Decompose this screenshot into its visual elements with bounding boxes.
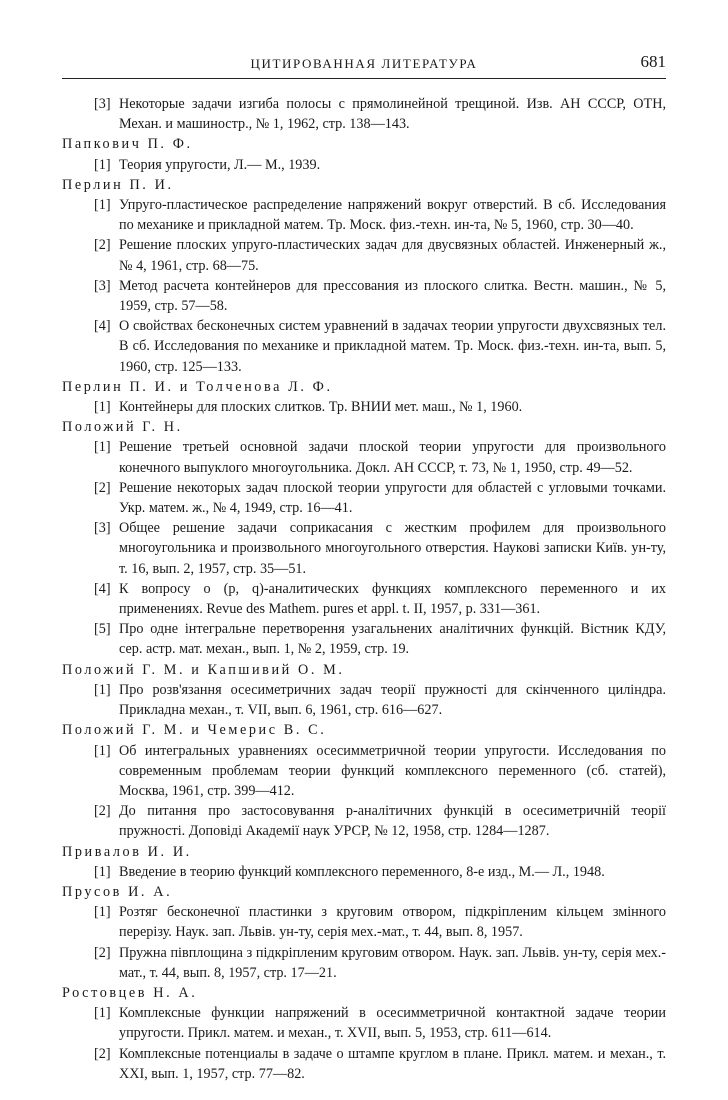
reference-text: Общее решение задачи соприкасания с жестким профилем для произвольного многоугольника и произвольного многоугольного отверстия. Наукові записки Київ. ун-ту, т. 16, вып. 2, 1957, стр. 35—51. bbox=[119, 520, 666, 577]
reference-entry bbox=[62, 94, 666, 134]
reference-number: [2] bbox=[94, 803, 111, 820]
reference-number: [1] bbox=[94, 681, 111, 698]
reference-entry bbox=[62, 1003, 666, 1043]
page-header bbox=[62, 52, 666, 79]
reference-entry bbox=[62, 579, 666, 619]
reference-number: [4] bbox=[94, 580, 111, 597]
author-heading: Перлин П. И. и Толченова Л. Ф. bbox=[62, 378, 333, 395]
reference-entry bbox=[62, 741, 666, 802]
page-number: 681 bbox=[640, 52, 666, 71]
author-heading: Перлин П. И. bbox=[62, 176, 174, 193]
reference-text: Некоторые задачи изгиба полосы с прямолинейной трещиной. Изв. АН СССР, ОТН, Механ. и машиностр., № 1, 1962, стр. 138—143. bbox=[119, 96, 666, 133]
reference-text: Введение в теорию функций комплексного переменного, 8-е изд., М.— Л., 1948. bbox=[119, 863, 605, 880]
reference-number: [2] bbox=[94, 1045, 111, 1062]
reference-entry bbox=[62, 801, 666, 841]
author-heading: Положий Г. М. и Чемерис В. С. bbox=[62, 722, 327, 739]
author-heading: Положий Г. М. и Капшивий О. М. bbox=[62, 661, 345, 678]
reference-number: [3] bbox=[94, 96, 111, 112]
reference-number: [2] bbox=[94, 944, 111, 961]
reference-entry bbox=[62, 1044, 666, 1084]
reference-number: [4] bbox=[94, 318, 111, 335]
reference-number: [1] bbox=[94, 156, 111, 173]
reference-number: [1] bbox=[94, 197, 111, 214]
reference-number: [2] bbox=[94, 479, 111, 496]
reference-number: [3] bbox=[94, 520, 111, 537]
reference-entry bbox=[62, 276, 666, 316]
reference-text: Комплексные потенциалы в задаче о штампе круглом в плане. Прикл. матем. и механ., т. XXI, вып. 1, 1957, стр. 77—82. bbox=[119, 1045, 666, 1082]
reference-number: [5] bbox=[94, 621, 111, 638]
reference-number: [1] bbox=[94, 1005, 111, 1022]
reference-text: Теория упругости, Л.— М., 1939. bbox=[119, 156, 321, 173]
reference-entry bbox=[62, 862, 666, 882]
reference-text: Решение некоторых задач плоской теории упругости для областей с угловыми точками. Укр. матем. ж., № 4, 1949, стр. 16—41. bbox=[119, 479, 666, 517]
reference-entry bbox=[62, 316, 666, 377]
reference-text: Розтяг бесконечної пластинки з круговим отвором, підкріпленим кільцем змінного перерізу. Наук. зап. Львів. ун-ту, серія мех.-мат., т. 44, вып. 8, 1957. bbox=[119, 904, 666, 941]
reference-text: Пружна півплощина з підкріпленим круговим отвором. Наук. зап. Львів. ун-ту, серія мех.-мат., т. 44, вып. 8, 1957, стр. 17—21. bbox=[119, 944, 666, 981]
reference-number: [2] bbox=[94, 237, 111, 254]
author-heading: Ростовцев Н. А. bbox=[62, 984, 198, 1001]
reference-entry bbox=[62, 680, 666, 720]
reference-text: Про одне інтегральне перетворення узагальнених аналітичних функцій. Вістник КДУ, сер. астр. мат. механ., вып. 1, № 2, 1959, стр. 19. bbox=[119, 621, 666, 658]
reference-text: Решение третьей основной задачи плоской теории упругости для произвольного конечного выпуклого многоугольника. Докл. АН СССР, т. 73, № 1, 1950, стр. 49—52. bbox=[119, 439, 666, 476]
reference-number: [1] bbox=[94, 399, 111, 416]
author-heading: Прусов И. А. bbox=[62, 883, 173, 900]
reference-text: Контейнеры для плоских слитков. Тр. ВНИИ мет. маш., № 1, 1960. bbox=[119, 399, 523, 416]
author-heading: Привалов И. И. bbox=[62, 843, 192, 860]
reference-entry bbox=[62, 478, 666, 518]
reference-entry bbox=[62, 902, 666, 942]
reference-text: Комплексные функции напряжений в осесимметричной контактной задаче теории упругости. Прикл. матем. и механ., т. XVII, вып. 5, 1953, стр. 611—614. bbox=[119, 1005, 666, 1042]
reference-text: Метод расчета контейнеров для прессования из плоского слитка. Вестн. машин., № 5, 1959, стр. 57—58. bbox=[119, 277, 666, 315]
reference-text: Про розв'язання осесиметричних задач теорії пружності для скінченного циліндра. Прикладна механ., т. VII, вып. 6, 1961, стр. 616—627. bbox=[119, 681, 666, 719]
author-heading: Папкович П. Ф. bbox=[62, 136, 193, 153]
reference-entry bbox=[62, 943, 666, 983]
reference-entry bbox=[62, 437, 666, 477]
reference-text: К вопросу о (p, q)-аналитических функциях комплексного переменного и их применениях. Revue des Mathem. pures et appl. t. II, 1957, p. 331—361. bbox=[119, 580, 666, 618]
reference-text: О свойствах бесконечных систем уравнений в задачах теории упругости двухсвязных тел. В сб. Исследования по механике и прикладной матем. Тр. Моск. физ.-техн. ин-та, вып. 5, 1960, стр. 125—133. bbox=[119, 318, 666, 375]
reference-number: [1] bbox=[94, 863, 111, 880]
reference-number: [3] bbox=[94, 277, 111, 294]
reference-entry bbox=[62, 235, 666, 275]
bibliography-list bbox=[62, 94, 666, 1084]
reference-text: Об интегральных уравнениях осесимметричной теории упругости. Исследования по современным проблемам теории функций комплексного переменного (сб. статей), Москва, 1961, стр. 399—412. bbox=[119, 742, 666, 799]
reference-text: Решение плоских упруго-пластических задач для двусвязных областей. Инженерный ж., № 4, 1961, стр. 68—75. bbox=[119, 237, 666, 274]
running-title: ЦИТИРОВАННАЯ ЛИТЕРАТУРА bbox=[250, 56, 478, 71]
reference-entry bbox=[62, 619, 666, 659]
reference-text: До питання про застосовування p-аналітичних функцій в осесиметричній теорії пружності. Доповіді Академії наук УРСР, № 12, 1958, стр. 1284—1287. bbox=[119, 803, 666, 840]
reference-entry bbox=[62, 195, 666, 235]
reference-number: [1] bbox=[94, 742, 111, 759]
author-heading: Положий Г. Н. bbox=[62, 419, 183, 436]
reference-number: [1] bbox=[94, 439, 111, 456]
reference-number: [1] bbox=[94, 904, 111, 921]
reference-entry bbox=[62, 518, 666, 579]
reference-entry bbox=[62, 397, 666, 417]
reference-text: Упруго-пластическое распределение напряжений вокруг отверстий. В сб. Исследования по механике и прикладной матем. Тр. Моск. физ.-техн. ин-та, № 5, 1960, стр. 30—40. bbox=[119, 197, 666, 234]
reference-entry bbox=[62, 155, 666, 175]
